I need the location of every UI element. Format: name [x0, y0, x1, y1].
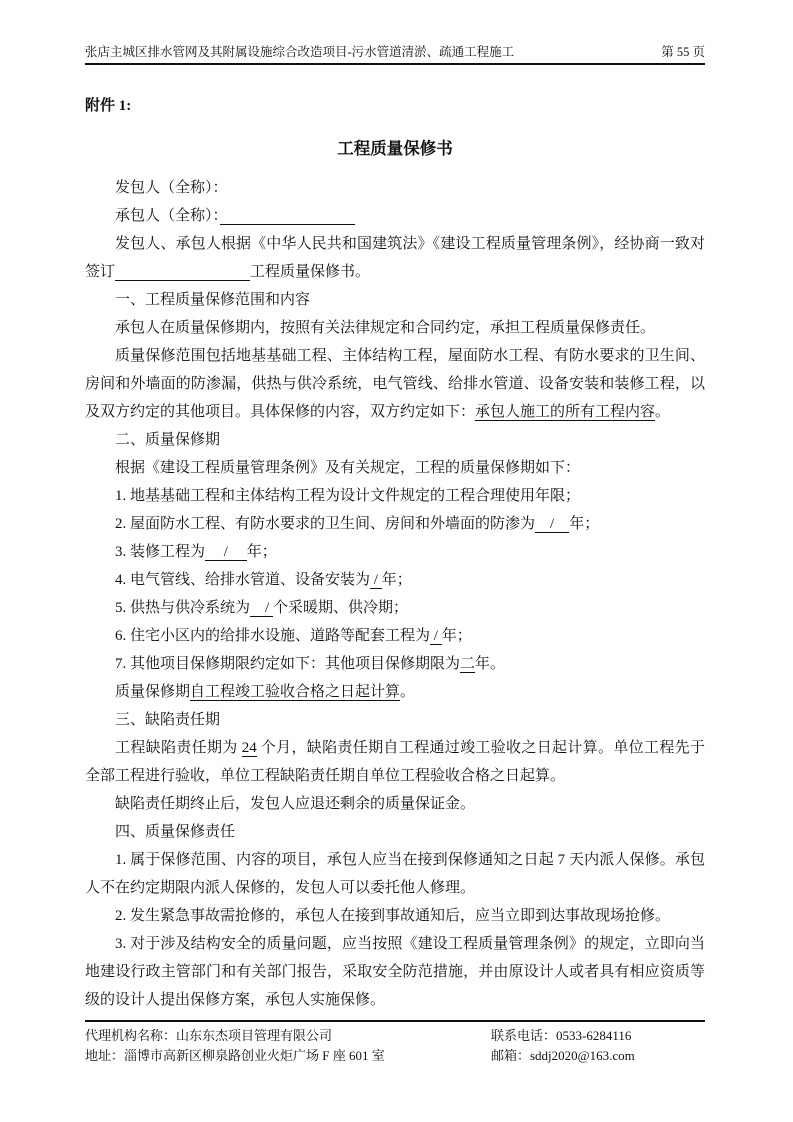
paragraph	[85, 510, 705, 538]
paragraph	[85, 650, 705, 678]
text-segment: 5. 供热与供冷系统为	[115, 600, 251, 616]
footer-email: 邮箱：sddj2020@163.com	[491, 1048, 635, 1063]
text-segment: 6. 住宅小区内的给排水设施、道路等配套工程为	[115, 628, 431, 644]
footer-phone: 联系电话：0533-6284116	[491, 1028, 632, 1043]
underlined-blank: /	[370, 572, 382, 588]
text-segment: 2. 发生紧急事故需抢修的，承包人在接到事故通知后，应当立即到达事故现场抢修。	[115, 908, 671, 924]
text-segment: 个采暖期、供冷期；	[272, 600, 408, 616]
header-page-number: 第 55 页	[661, 45, 705, 59]
paragraph	[85, 902, 705, 930]
text-segment: 质量保修范围包括地基基础工程、主体结构工程，屋面防水工程、有防水要求的卫生间、房间和外墙面的防渗漏，供热与供冷系统，电气管线、给排水管道、设备安装和装修工程，以及双方约定的其他项目。具体保修的内容，双方约定如下：	[85, 348, 705, 420]
paragraph	[85, 482, 705, 510]
paragraph	[85, 846, 705, 902]
underlined-blank: /	[430, 628, 442, 644]
text-segment: 年。	[475, 656, 506, 672]
paragraph	[85, 818, 705, 846]
text-segment: 7. 其他项目保修期限约定如下：其他项目保修期限为	[115, 656, 461, 672]
text-segment: 。	[400, 684, 416, 700]
attachment-label: 附件 1:	[85, 98, 132, 114]
paragraph	[85, 174, 705, 202]
underlined-blank: /	[205, 544, 247, 560]
document-content	[85, 96, 705, 1014]
footer-address: 地址：淄博市高新区柳泉路创业火炬广场 F 座 601 室	[85, 1048, 385, 1063]
footer-right-column	[491, 1026, 705, 1066]
underlined-blank: 承包人施工的所有工程内容	[475, 404, 656, 420]
paragraph	[85, 678, 705, 706]
paragraph	[85, 790, 705, 818]
text-segment: 承包人在质量保修期内，按照有关法律规定和合同约定，承担工程质量保修责任。	[115, 320, 656, 336]
underlined-blank	[115, 264, 250, 281]
paragraph	[85, 622, 705, 650]
text-segment: 一、工程质量保修范围和内容	[115, 292, 311, 308]
text-segment: 年；	[381, 572, 412, 588]
paragraph	[85, 930, 705, 1014]
underlined-blank: 自工程竣工验收合格之日起计算	[190, 684, 401, 700]
text-segment: 四、质量保修责任	[115, 824, 236, 840]
paragraph	[85, 314, 705, 342]
text-segment: 年；	[441, 628, 472, 644]
paragraph	[85, 426, 705, 454]
footer-left-column	[85, 1026, 491, 1066]
text-segment: 二、质量保修期	[115, 432, 221, 448]
text-segment: 1. 属于保修范围、内容的项目，承包人应当在接到保修通知之日起 7 天内派人保修。承包人不在约定期限内派人保修的，发包人可以委托他人修理。	[85, 852, 705, 896]
header-project-title: 张店主城区排水管网及其附属设施综合改造项目-污水管道清淤、疏通工程施工	[85, 45, 515, 59]
paragraph	[85, 734, 705, 790]
page-header	[85, 44, 705, 65]
text-segment: 。	[655, 404, 671, 420]
text-segment: 个月，缺陷责任期自工程通过竣工验收之日起计算。单位工程先于全部工程进行验收，单位工程缺陷责任期自单位工程验收合格之日起算。	[85, 740, 705, 784]
underlined-blank: 二	[460, 656, 476, 672]
text-segment: 发包人、承包人根据《中华人民共和国建筑法》《建设工程质量管理条例》，经协商一致对签订	[85, 236, 705, 280]
underlined-blank: /	[250, 600, 273, 616]
paragraph	[85, 342, 705, 426]
paragraph	[85, 706, 705, 734]
document-paragraphs	[85, 174, 705, 1014]
footer-agency-name: 代理机构名称：山东东杰项目管理有限公司	[85, 1028, 333, 1043]
paragraph	[85, 286, 705, 314]
paragraph	[85, 454, 705, 482]
underlined-blank	[220, 208, 355, 225]
document-title: 工程质量保修书	[337, 139, 453, 158]
underlined-blank: /	[535, 516, 570, 532]
text-segment: 年；	[569, 516, 600, 532]
text-segment: 2. 屋面防水工程、有防水要求的卫生间、房间和外墙面的防渗为	[115, 516, 536, 532]
text-segment: 质量保修期	[115, 684, 191, 700]
text-segment: 工程缺陷责任期为	[115, 740, 242, 756]
paragraph	[85, 230, 705, 286]
text-segment: 发包人（全称）：	[115, 180, 228, 196]
underlined-blank: 24	[241, 740, 257, 756]
paragraph	[85, 538, 705, 566]
paragraph	[85, 566, 705, 594]
text-segment: 1. 地基基础工程和主体结构工程为设计文件规定的工程合理使用年限；	[115, 488, 581, 504]
text-segment: 3. 对于涉及结构安全的质量问题，应当按照《建设工程质量管理条例》的规定，立即向当地建设行政主管部门和有关部门报告，采取安全防范措施，并由原设计人或者具有相应资质等级的设计人提出保修方案，承包人实施保修。	[85, 936, 705, 1008]
paragraph	[85, 202, 705, 230]
text-segment: 缺陷责任期终止后，发包人应退还剩余的质量保证金。	[115, 796, 476, 812]
text-segment: 承包人（全称）：	[115, 208, 221, 224]
text-segment: 根据《建设工程质量管理条例》及有关规定，工程的质量保修期如下：	[115, 460, 581, 476]
paragraph	[85, 594, 705, 622]
page-footer	[85, 1020, 705, 1066]
text-segment: 年；	[246, 544, 277, 560]
text-segment: 4. 电气管线、给排水管道、设备安装为	[115, 572, 371, 588]
text-segment: 3. 装修工程为	[115, 544, 206, 560]
text-segment: 三、缺陷责任期	[115, 712, 221, 728]
text-segment: 工程质量保修书。	[250, 264, 371, 280]
